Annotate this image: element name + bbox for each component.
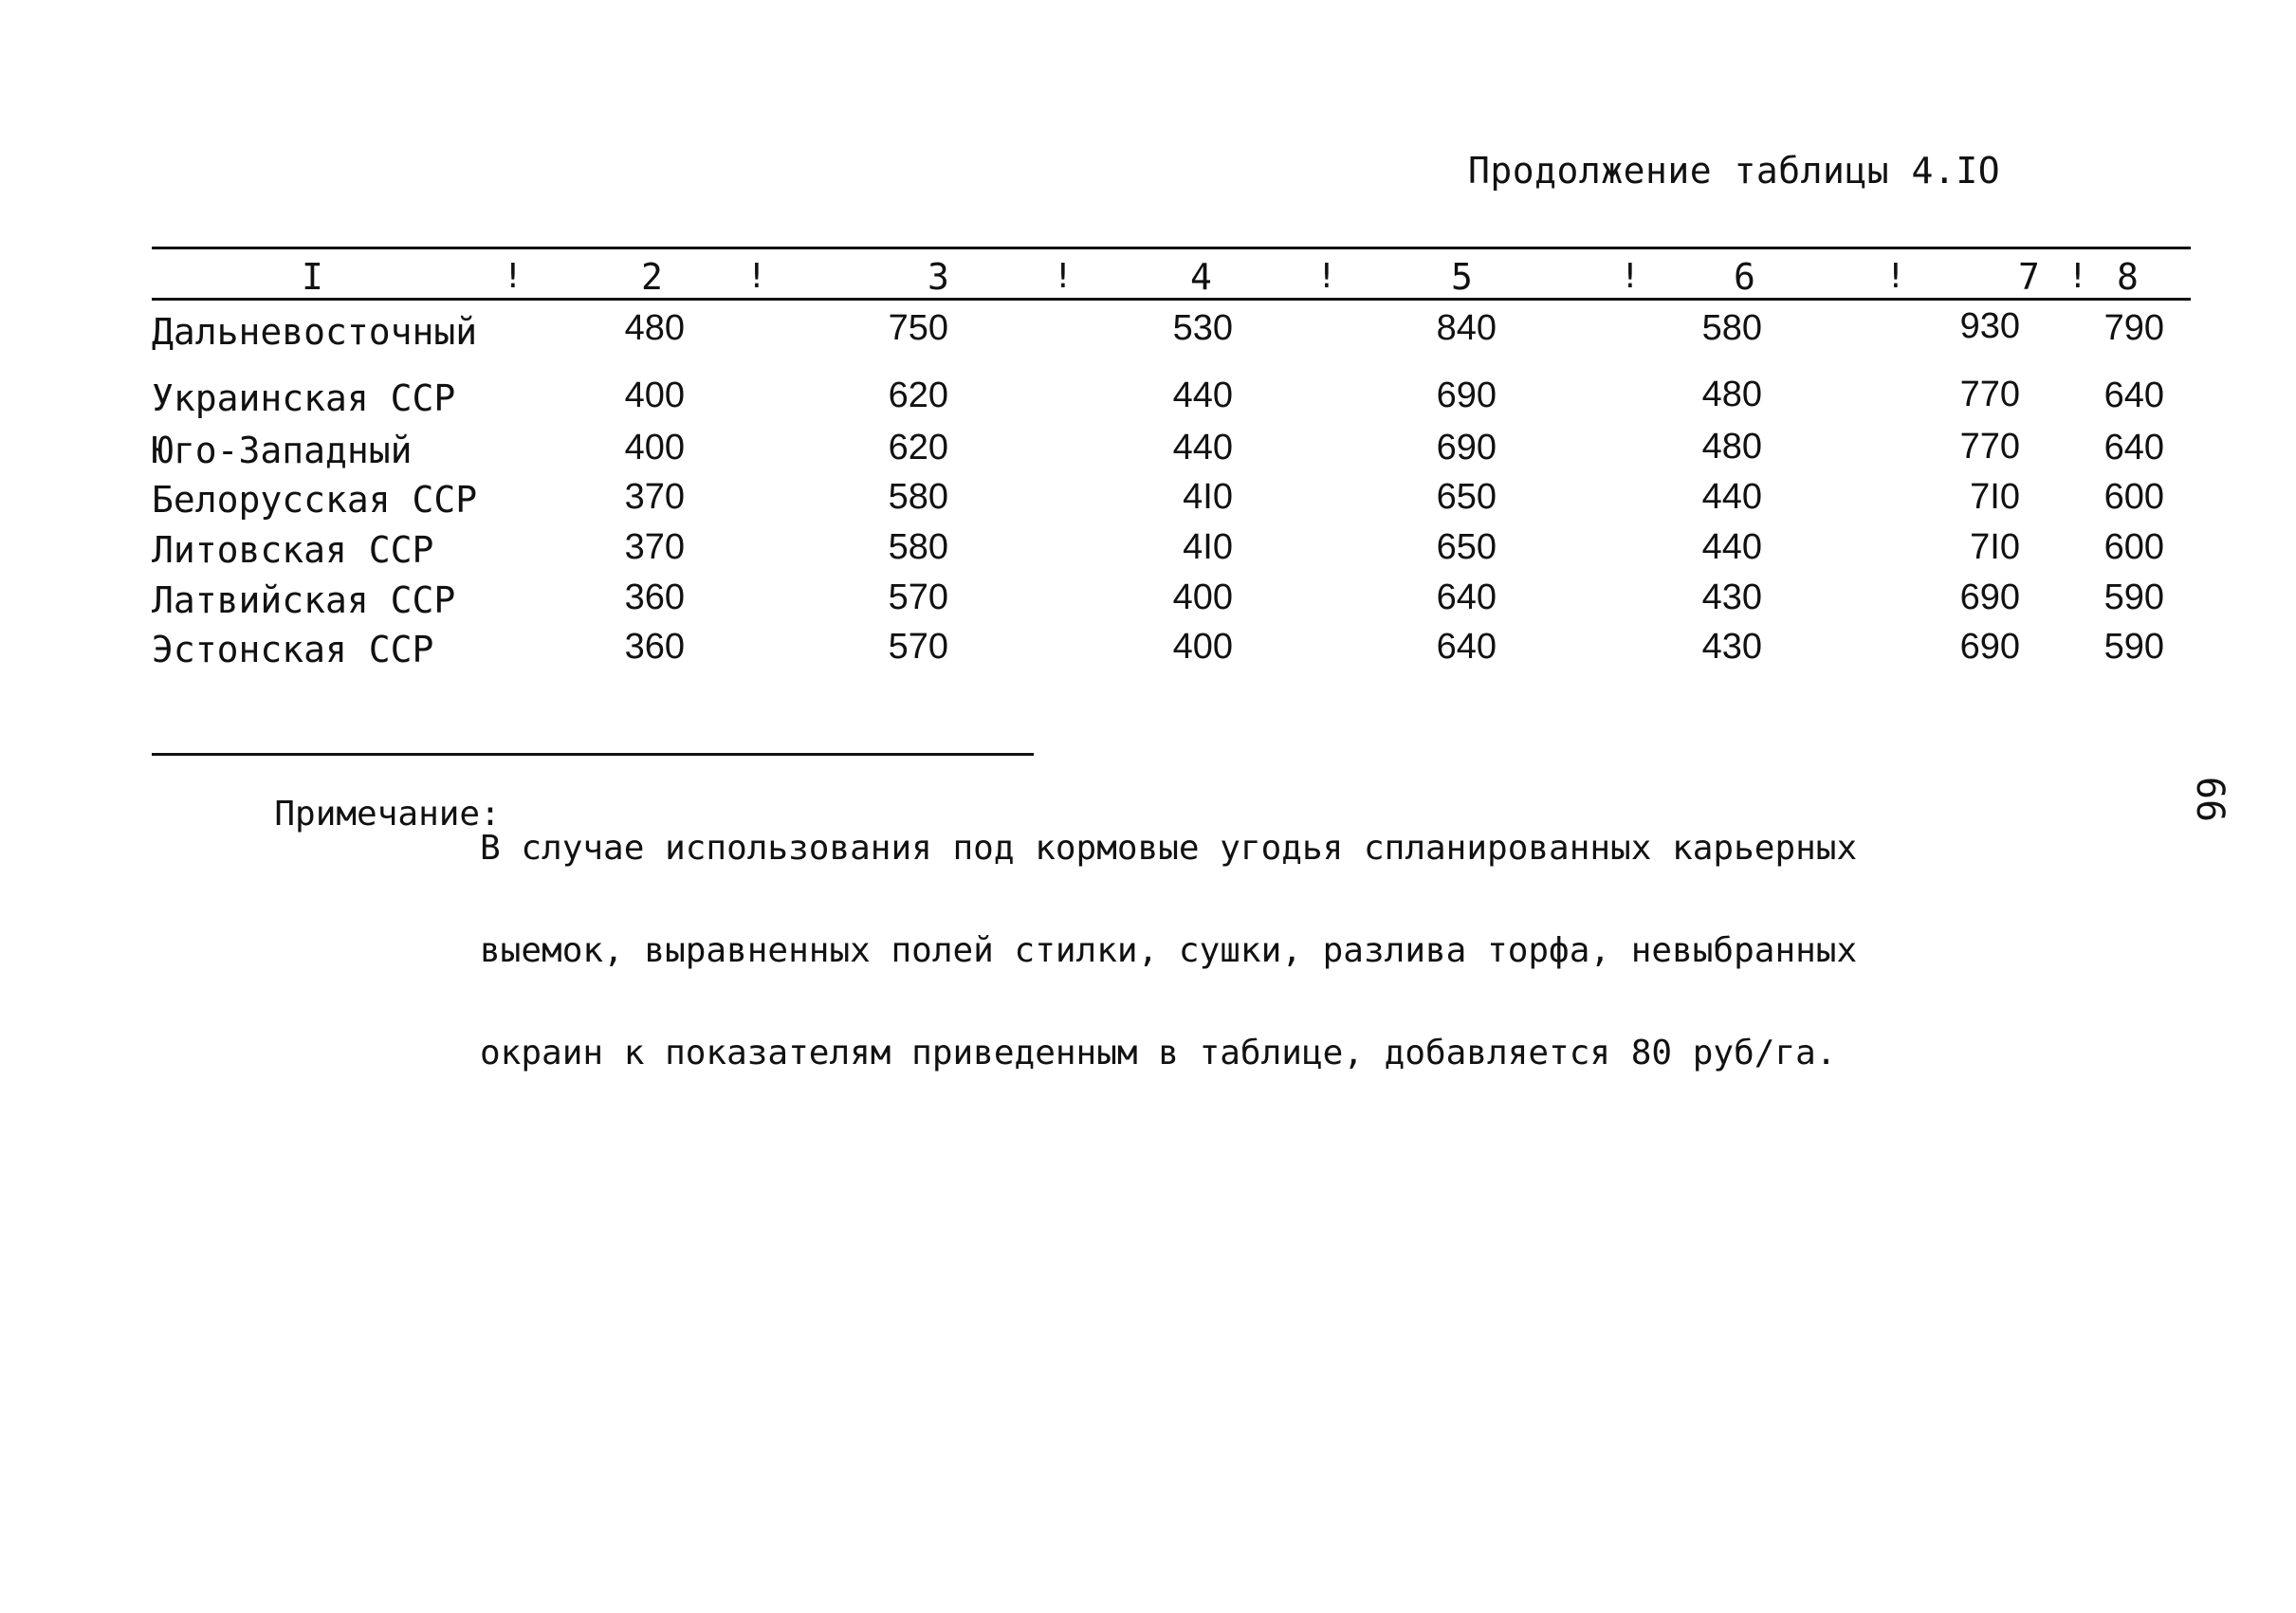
table-cell: 400	[624, 428, 685, 467]
table-cell: 640	[1436, 627, 1497, 667]
table-cell: 400	[1172, 627, 1233, 667]
footnote-line: окраин к показателям приведенным в таблице, добавляется 80 руб/га.	[480, 1034, 1837, 1072]
table-cell: 7I0	[1970, 477, 2020, 517]
table-cell: 790	[2103, 308, 2164, 348]
table-cell: 770	[1959, 427, 2020, 467]
column-header-3: 3	[928, 256, 949, 298]
table-cell: 570	[888, 627, 948, 667]
table-cell: 580	[888, 527, 948, 567]
table-cell: 360	[624, 577, 685, 617]
column-separator: !	[2067, 257, 2088, 296]
table-cell: 590	[2103, 627, 2164, 667]
row-label: Белорусская ССР	[152, 479, 478, 521]
table-caption: Продолжение таблицы 4.IO	[1468, 150, 2001, 192]
table-cell: 640	[2103, 428, 2164, 467]
table-cell: 580	[1701, 308, 1762, 348]
table-cell: 4I0	[1183, 527, 1233, 567]
row-label: Дальневосточный	[152, 311, 478, 353]
table-cell: 620	[888, 376, 948, 415]
page-number: 66	[2188, 776, 2232, 823]
table-cell: 690	[1959, 577, 2020, 617]
table-cell: 480	[1701, 427, 1762, 467]
table-cell: 530	[1172, 308, 1233, 348]
table-cell: 7I0	[1970, 527, 2020, 567]
column-separator: !	[746, 257, 767, 296]
table-cell: 370	[624, 527, 685, 567]
column-separator: !	[1316, 257, 1337, 296]
table-cell: 640	[1436, 577, 1497, 617]
column-separator: !	[1885, 257, 1906, 296]
column-header-5: 5	[1451, 256, 1473, 298]
table-cell: 600	[2103, 477, 2164, 517]
table-cell: 650	[1436, 527, 1497, 567]
table-cell: 580	[888, 477, 948, 517]
column-header-4: 4	[1190, 256, 1212, 298]
column-separator: !	[503, 257, 523, 296]
column-header-7: 7	[2018, 256, 2040, 298]
footnote	[233, 763, 1858, 1072]
table-cell: 430	[1701, 577, 1762, 617]
column-separator: !	[1053, 257, 1074, 296]
footnote-line: В случае использования под кормовые угодья спланированных карьерных	[480, 829, 1858, 868]
footnote-line: выемок, выравненных полей стилки, сушки, разлива торфа, невыбранных	[480, 931, 1858, 970]
row-label: Эстонская ССР	[152, 629, 434, 670]
footnote-body	[480, 763, 1921, 1139]
column-header-1: I	[302, 256, 323, 298]
row-label: Латвийская ССР	[152, 579, 456, 621]
column-header-2: 2	[641, 256, 663, 298]
table-cell: 430	[1701, 627, 1762, 667]
table-cell: 770	[1959, 375, 2020, 414]
table-cell: 480	[624, 308, 685, 348]
table-cell: 400	[1172, 577, 1233, 617]
table-cell: 440	[1172, 428, 1233, 467]
footnote-label: Примечание:	[274, 795, 501, 834]
table-cell: 650	[1436, 477, 1497, 517]
table-cell: 440	[1172, 376, 1233, 415]
column-header-6: 6	[1734, 256, 1755, 298]
table-top-rule	[152, 247, 2191, 249]
table-cell: 690	[1959, 627, 2020, 667]
table-cell: 4I0	[1183, 477, 1233, 517]
table-cell: 400	[624, 376, 685, 415]
table-cell: 750	[888, 308, 948, 348]
footnote-rule	[152, 753, 1034, 756]
table-cell: 360	[624, 627, 685, 667]
table-cell: 600	[2103, 527, 2164, 567]
table-cell: 590	[2103, 577, 2164, 617]
table-cell: 370	[624, 477, 685, 517]
table-cell: 690	[1436, 376, 1497, 415]
table-cell: 640	[2103, 376, 2164, 415]
table-cell: 440	[1701, 477, 1762, 517]
table-cell: 480	[1701, 375, 1762, 414]
table-cell: 690	[1436, 428, 1497, 467]
row-label: Литовская ССР	[152, 529, 434, 571]
row-label: Украинская ССР	[152, 377, 456, 419]
table-cell: 440	[1701, 527, 1762, 567]
column-header-8: 8	[2117, 256, 2139, 298]
column-separator: !	[1620, 257, 1641, 296]
table-cell: 930	[1959, 306, 2020, 346]
table-cell: 620	[888, 428, 948, 467]
table-cell: 570	[888, 577, 948, 617]
row-label: Юго-Западный	[152, 430, 413, 471]
table-cell: 840	[1436, 308, 1497, 348]
